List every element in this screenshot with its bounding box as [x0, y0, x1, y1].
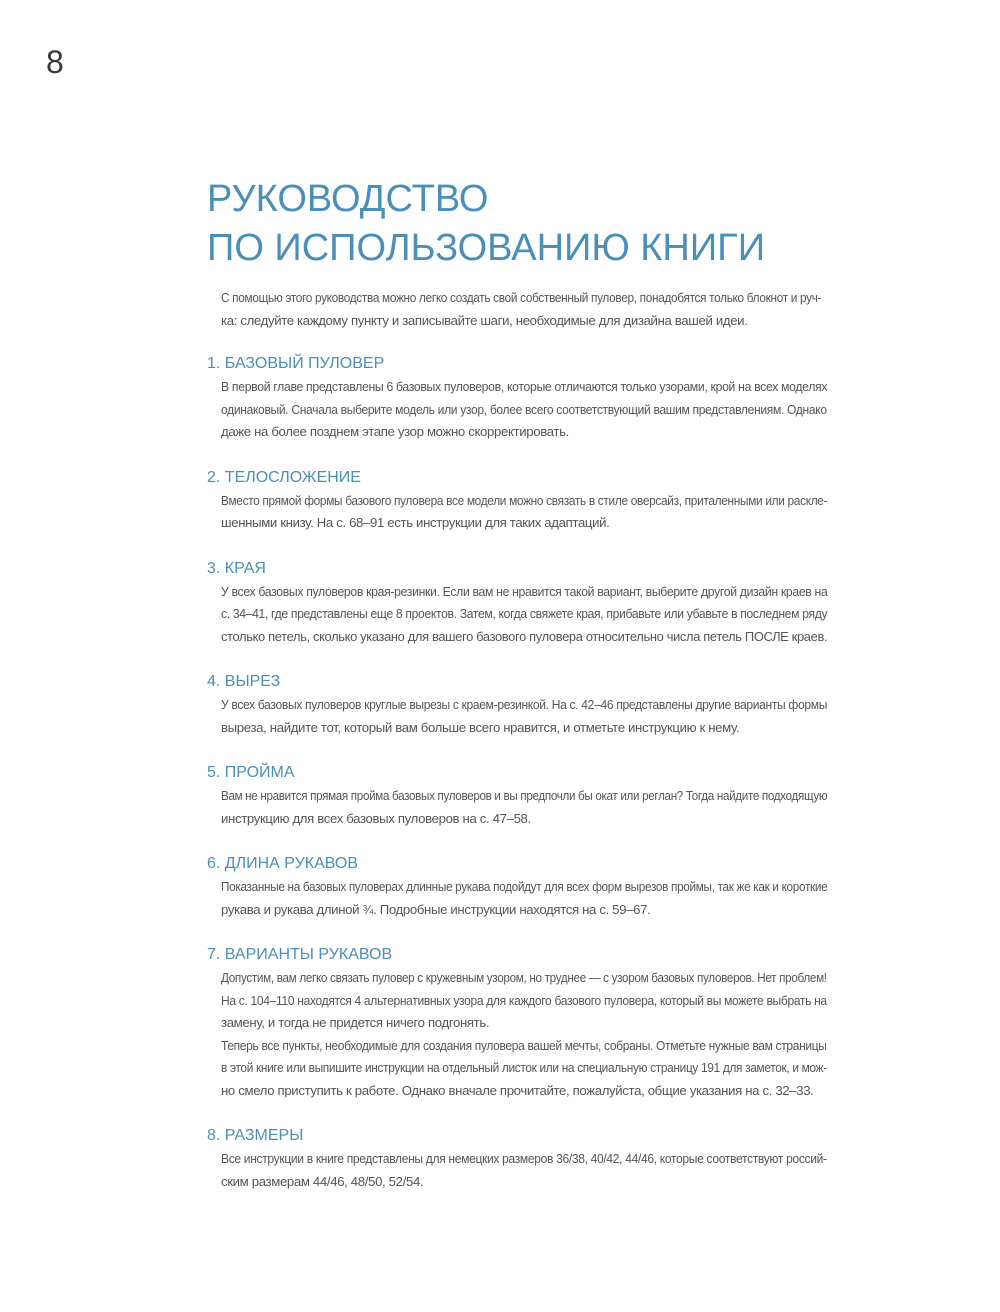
section-line: Вместо прямой формы базового пуловера все модели можно связать в стиле оверсайз, приталенными или раскле-: [221, 492, 828, 508]
section-title: 1. БАЗОВЫЙ ПУЛОВЕР: [207, 355, 385, 372]
section-line: столько петель, сколько указано для вашего базового пуловера относительно числа петель ПОСЛЕ краев.: [221, 628, 828, 644]
section-line: в этой книге или выпишите инструкции на отдельный листок или на специальную страницу 191 для заметок, и мож-: [221, 1060, 827, 1075]
section-title: 2. ТЕЛОСЛОЖЕНИЕ: [207, 468, 361, 486]
section-title: 7. ВАРИАНТЫ РУКАВОВ: [207, 946, 393, 963]
section-line: с. 34–41, где представлены еще 8 проектов. Затем, когда свяжете края, прибавьте или убавьте в последнем ряду: [221, 606, 828, 621]
section-line: ским размерам 44/46, 48/50, 52/54.: [221, 1173, 424, 1189]
section-line: шенными книзу. На с. 68–91 есть инструкции для таких адаптаций.: [221, 515, 610, 530]
section-sizes: [207, 1124, 827, 1193]
section-body: [221, 967, 827, 1102]
section-body: [221, 694, 827, 739]
page-title-line-2: ПО ИСПОЛЬЗОВАНИЮ КНИГИ: [207, 227, 766, 269]
section-line: У всех базовых пуловеров круглые вырезы с краем-резинкой. На с. 42–46 представлены другие варианты формы: [221, 697, 828, 712]
page-title: [207, 175, 907, 273]
section-sleeve-length: [207, 852, 827, 921]
section-body-shape: [207, 466, 827, 535]
section-body: [221, 785, 827, 830]
section-title: 4. ВЫРЕЗ: [207, 673, 281, 690]
section-line: Все инструкции в книге представлены для немецких размеров 36/38, 40/42, 44/46, которые соответствуют россий-: [221, 1151, 827, 1166]
section-line: даже на более позднем этапе узор можно скорректировать.: [221, 424, 569, 439]
section-line: Допустим, вам легко связать пуловер с кружевным узором, но труднее — с узором базовых пуловеров. Нет проблем!: [221, 970, 827, 985]
section-line: У всех базовых пуловеров края-резинки. Если вам не нравится такой вариант, выберите другой дизайн краев на: [221, 583, 828, 599]
section-armhole: [207, 761, 827, 830]
sections-list: [207, 352, 827, 1215]
intro-line: С помощью этого руководства можно легко создать свой собственный пуловер, понадобятся только блокнот и руч-: [221, 290, 822, 305]
section-basic-pullover: [207, 352, 827, 444]
page-title-line-1: РУКОВОДСТВО: [207, 178, 489, 220]
section-line: Теперь все пункты, необходимые для создания пуловера вашей мечты, собраны. Отметьте нужные вам страницы: [221, 1037, 827, 1053]
section-line: На с. 104–110 находятся 4 альтернативных узора для каждого базового пуловера, который вы можете выбрать на: [221, 992, 827, 1008]
section-body: [221, 490, 827, 535]
section-body: [221, 1148, 827, 1193]
section-neckline: [207, 670, 827, 739]
section-line: Показанные на базовых пуловерах длинные рукава подойдут для всех форм вырезов проймы, так же как и короткие: [221, 879, 828, 894]
section-body: [221, 876, 827, 921]
section-line: но смело приступить к работе. Однако вначале прочитайте, пожалуйста, общие указания на с. 32–33.: [221, 1082, 814, 1098]
section-line: рукава и рукава длиной ¾. Подробные инструкции находятся на с. 59–67.: [221, 901, 651, 917]
intro-paragraph: [221, 287, 821, 332]
section-edges: [207, 557, 827, 649]
section-line: инструкцию для всех базовых пуловеров на с. 47–58.: [221, 810, 531, 826]
intro-line: ка: следуйте каждому пункту и записывайте шаги, необходимые для дизайна вашей идеи.: [221, 312, 748, 328]
section-body: [221, 376, 827, 444]
section-title: 8. РАЗМЕРЫ: [207, 1127, 304, 1144]
section-title: 5. ПРОЙМА: [207, 764, 295, 781]
section-sleeve-variants: [207, 943, 827, 1102]
section-line: одинаковый. Сначала выберите модель или узор, более всего соответствующий вашим представлениям. Однако: [221, 401, 827, 417]
section-body: [221, 581, 827, 649]
section-line: замену, и тогда не придется ничего подгонять.: [221, 1015, 490, 1030]
section-line: Вам не нравится прямая пройма базовых пуловеров и вы предпочли бы окат или реглан? Тогда найдите подходящую: [221, 788, 828, 803]
section-title: 6. ДЛИНА РУКАВОВ: [207, 855, 359, 872]
section-title: 3. КРАЯ: [207, 559, 266, 577]
page-number: 8: [46, 44, 64, 80]
section-line: выреза, найдите тот, который вам больше всего нравится, и отметьте инструкцию к нему.: [221, 719, 740, 735]
section-line: В первой главе представлены 6 базовых пуловеров, которые отличаются только узорами, крой на всех моделях: [221, 379, 828, 394]
